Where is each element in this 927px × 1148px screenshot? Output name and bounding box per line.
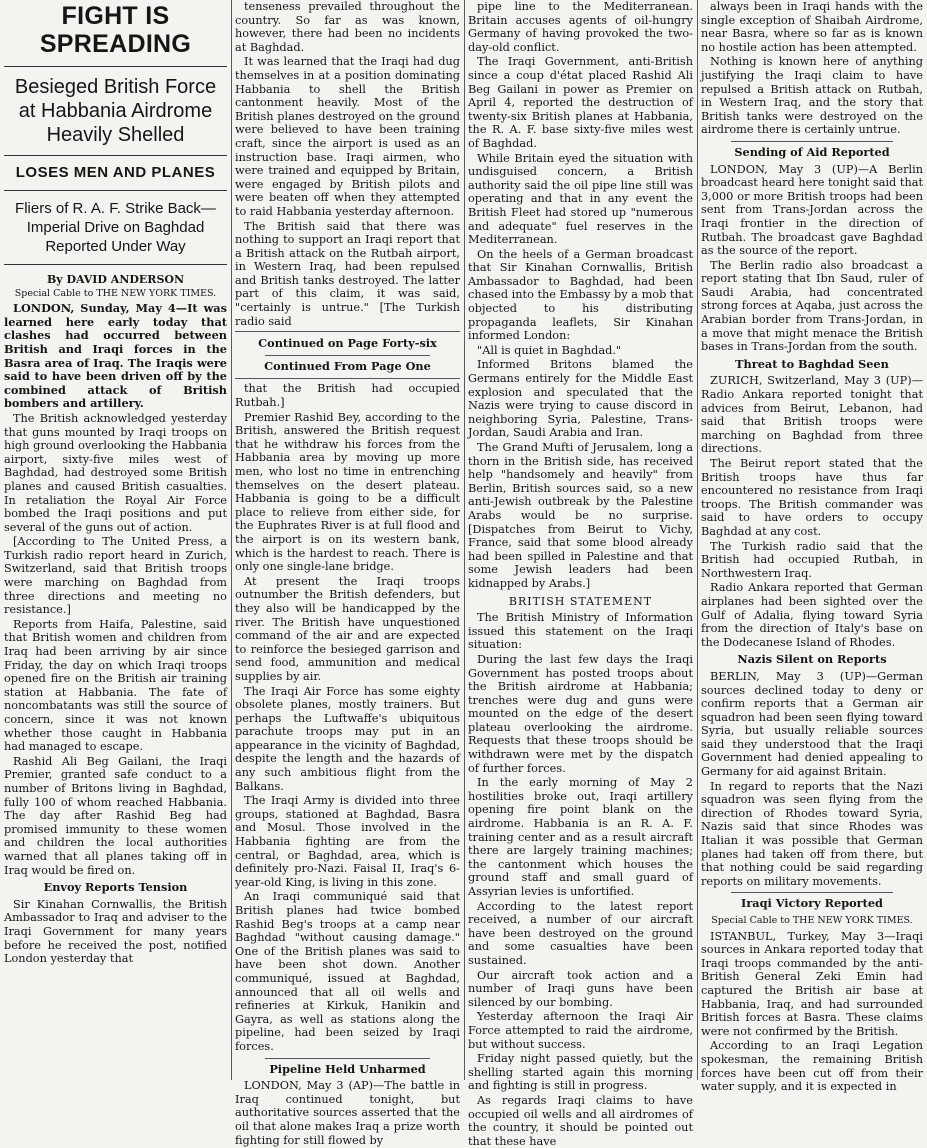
paragraph: In regard to reports that the Nazi squadron was seen flying from the direction of Rhodes toward Syria, Nazis said that since Rhodes was Italian it was possible that German planes had taken off from there, but that nothing could be said regarding reports on military movements. [701,779,923,888]
paragraph: Sir Kinahan Cornwallis, the British Ambassador to Iraq and adviser to the Iraqi Government for many years before he received the post, notified London yesterday that [4,897,227,966]
continued-on-line: Continued on Page Forty-six [258,336,437,351]
paragraph: The Grand Mufti of Jerusalem, long a thorn in the British side, has received help "handsomely and heavily" from Berlin, British sources said, so a new anti-Jewish outbreak by the Palestine Arabs would be no surprise. [Dispatches from Beirut to Vichy, France, said that some blood already had been spilled in Palestine and that some Jewish leaders had been kidnapped by Arabs.] [468,441,693,590]
paragraph: While Britain eyed the situation with undisguised concern, a British authority said the oil pipe line still was operating and that in any event the British Fleet had stored up "numerous and adequate" fuel reserves in the Mediterranean. [468,151,693,247]
continued-from-line: Continued From Page One [264,358,431,373]
paragraph: LONDON, May 3 (AP)—The battle in Iraq continued tonight, but authoritative sources asserted that the oil that alone makes Iraq a prize worth fighting for still flowed by [235,1079,460,1147]
paragraph: that the British had occupied Rutbah.] [235,382,460,410]
deck-headline-1: Besieged British Force at Habbania Airdrome Heavily Shelled [4,66,227,155]
subheading: Envoy Reports Tension [43,880,188,895]
paragraph: The Iraqi Government, anti-British since a coup d'état placed Rashid Ali Beg Gailani in power as Premier on April 4, reported the destruction of twenty-six British planes at Habbania, the R. A. F. base sixty-five miles west of Baghdad. [468,55,693,150]
paragraph: ISTANBUL, Turkey, May 3—Iraqi sources in Ankara reported today that Iraqi troops commanded by the anti-British General Zeki Emin had captured the British air base at Habbania, Iraq, and had surrounded British forces at Basra. These claims were not confirmed by the British. [701,929,923,1038]
byline-credit: Special Cable to THE NEW YORK TIMES. [14,287,217,299]
column-3 [464,0,697,1148]
divider [731,141,893,142]
divider [265,1058,430,1059]
deck-headline-2: LOSES MEN AND PLANES [4,155,227,190]
paragraph: BERLIN, May 3 (UP)—German sources declined today to deny or confirm reports that a German air squadron had been seen flying toward Syria, but usually reliable sources said they understood that the Iraqi Government had denied appealing to Germany for aid against Britain. [701,669,923,779]
subheading: BRITISH STATEMENT [508,594,653,608]
main-headline: FIGHT IS SPREADING [39,2,192,58]
divider [265,355,430,356]
paragraph: During the last few days the Iraqi Government has posted troops about the British airdrome at Habbania; trenches were dug and guns were mounted on the edge of the desert plateau overlooking the airdrome. Requests that these troops should be withdrawn were met by the dispatch of further forces. [468,652,693,775]
paragraph: The British said that there was nothing to support an Iraqi report that a British attack on the Rutbah airport, in Western Iraq, had been repulsed and British tanks destroyed. The latter part of this claim, it was said, "certainly is untrue." [The Turkish radio said [235,219,460,328]
paragraph: The British Ministry of Information issued this statement on the Iraqi situation: [468,611,693,652]
subheading: Threat to Baghdad Seen [735,356,889,371]
paragraph: The Turkish radio said that the British had occupied Rutbah, in Northwestern Iraq. [701,539,923,580]
subheading: Sending of Aid Reported [734,144,890,159]
subheading: Pipeline Held Unharmed [269,1061,426,1076]
paragraph: According to an Iraqi Legation spokesman, the remaining British forces have been cut off from their water supply, and it is expected in [701,1039,923,1094]
paragraph: The Beirut report stated that the British troops have thus far encountered no resistance from Iraqi troops. The British commander was said to have orders to occupy Baghdad at any cost. [701,457,923,538]
paragraph: [According to The United Press, a Turkish radio report heard in Zurich, Switzerland, said that British troops were marching on Baghdad from three directions and meeting no resistance.] [4,535,227,617]
subheading: Nazis Silent on Reports [737,652,887,667]
paragraph: Yesterday afternoon the Iraqi Air Force attempted to raid the airdrome, but without success. [468,1010,693,1051]
paragraph: The Iraqi Air Force has some eighty obsolete planes, mostly trainers. But perhaps the Luftwaffe's ubiquitous parachute troops may put in an appearance in the vicinity of Baghdad, despite the length and the hazards of any such ambitious flight from the Balkans. [235,684,460,793]
paragraph: At present the Iraqi troops outnumber the British defenders, but they also will be handicapped by the river. The British have unquestioned command of the air and are expected to reinforce the besieged garrison and send food, ammunition and medical supplies by air. [235,574,460,683]
paragraph: Nothing is known here of anything justifying the Iraqi claim to have repulsed a British attack on Rutbah, in Western Iraq, and the story that British tanks were destroyed on the airdrome there is certainly untrue. [701,55,923,137]
paragraph: An Iraqi communiqué said that British planes had twice bombed Rashid Beg's troops at a camp near Baghdad "without causing damage." One of the British planes was said to have been shot down. Another communiqué, issued at Baghdad, announced that all oil wells and refineries at Kirkuk, Hanikin and Gayra, as well as stations along the pipeline, had been seized by Iraqi forces. [235,890,460,1053]
paragraph: LONDON, May 3 (UP)—A Berlin broadcast heard here tonight said that 3,000 or more British troops had been sent from Trans-Jordan across the Iraqi frontier in the direction of Rutbah. The broadcast gave Baghdad as the source of the report. [701,162,923,258]
paragraph: always been in Iraqi hands with the single exception of Shaibah Airdrome, near Basra, where so far as is known no hostile action has been attempted. [701,0,923,54]
paragraph: Our aircraft took action and a number of Iraqi guns have been silenced by our bombing. [468,968,693,1009]
paragraph: Friday night passed quietly, but the shelling started again this morning and fighting is still in progress. [468,1052,693,1093]
paragraph: Premier Rashid Bey, according to the British, answered the British request that he withdraw his forces from the Habbania area by moving up more men, who lost no time in entrenching themselves on the desert plateau. Habbania is going to be a difficult place to relieve from either side, for the Euphrates River is at full flood and the airport is on its western bank, which is the hardest to reach. There is only one single-lane bridge. [235,410,460,574]
paragraph: The Iraqi Army is divided into three groups, stationed at Baghdad, Basra and Mosul. Those involved in the Habbania fighting are from the central, or Baghdad, area, which is definitely pro-Nazi. Faisal II, Iraq's 6-year-old King, is living in this zone. [235,794,460,889]
divider [731,892,893,893]
paragraph: Reports from Haifa, Palestine, said that British women and children from Iraq had been arriving by air since Friday, the day on which Iraqi troops opened fire on the British air training station at Habbania. The fate of noncombatants was still the source of concern, since it was not known whether those caught in Habbania had managed to escape. [4,617,227,754]
paragraph: pipe line to the Mediterranean. Britain accuses agents of oil-hungry Germany of having provoked the two-day-old conflict. [468,0,693,54]
paragraph: According to the latest report received, a number of our aircraft have been destroyed on the ground and some casualties have been sustained. [468,899,693,967]
paragraph: Informed Britons blamed the Germans entirely for the Middle East explosion and speculated that the Nazis were trying to cause discord in neighboring Syria, Palestine, Trans-Jordan, Saudi Arabia and Iran. [468,358,693,440]
paragraph: The Berlin radio also broadcast a report stating that Ibn Saud, ruler of Saudi Arabia, had concentrated strong forces at Aqaba, just across the Arabian border from Trans-Jordan, in a move that might menace the British bases in Trans-Jordan from the south. [701,258,923,354]
deck-headline-3: Fliers of R. A. F. Strike Back— Imperial Drive on Baghdad Reported Under Way [4,190,227,264]
dispatch-credit: Special Cable to THE NEW YORK TIMES. [711,915,913,926]
column-4 [697,0,927,1094]
paragraph: On the heels of a German broadcast that Sir Kinahan Cornwallis, British Ambassador to Baghdad, had been chased into the Embassy by a mob that objected to his distributing propaganda leaflets, Sir Kinahan informed London: [468,247,694,343]
jump-box [235,331,460,379]
subheading: Iraqi Victory Reported [741,896,883,911]
paragraph: Radio Ankara reported that German airplanes had been sighted over the Gulf of Adalia, flying toward Syria from the direction of Italy's base on the Dodecanese Island of Rhodes. [701,581,923,649]
column-2 [231,0,464,1147]
paragraph: Rashid Ali Beg Gailani, the Iraqi Premier, granted safe conduct to a number of Britons living in Baghdad, fully 100 of whom reached Habbania. The day after Rashid Beg had promised immunity to these women and children the local authorities warned that all planes taking off in Iraq would be fired on. [4,754,227,877]
paragraph: "All is quiet in Baghdad." [477,343,622,357]
byline: By DAVID ANDERSON [4,264,227,287]
paragraph: The British acknowledged yesterday that guns mounted by Iraqi troops on high ground overlooking the Habbania airport, sixty-five miles west of Baghdad, had destroyed some British planes and caused British casualties. In retaliation the Royal Air Force bombed the Iraqi positions and put several of the guns out of action. [4,411,227,534]
paragraph: LONDON, Sunday, May 4—It was learned here early today that clashes had occurred between British and Iraqi forces in the Basra area of Iraq. The Iraqis were said to have been driven off by the combined attack of British bombers and artillery. [4,301,227,411]
paragraph: In the early morning of May 2 hostilities broke out, Iraqi artillery opening fire point blank on the airdrome. Habbania is an R. A. F. training center and as a result aircraft there are largely training machines; the cantonment which houses the ground staff and small guard of Assyrian levies is unfortified. [468,776,693,898]
paragraph: It was learned that the Iraqi had dug themselves in at a position dominating Habbania to shell the British cantonment heavily. Most of the British planes destroyed on the ground were believed to have been training craft, since the airport is used as an instruction base. Iraqi airmen, who were trained and equipped by Britain, were engaged by British pilots and were beaten off when they attempted to raid Habbania yesterday afternoon. [235,55,460,218]
paragraph: tenseness prevailed throughout the country. So far as was known, however, there had been no incidents at Baghdad. [235,0,460,54]
column-1 [0,0,231,1080]
paragraph: ZURICH, Switzerland, May 3 (UP)—Radio Ankara reported tonight that advices from Beirut, Lebanon, had said that British troops were marching on Baghdad from three directions. [701,374,923,456]
paragraph: As regards Iraqi claims to have occupied oil wells and all airdromes of the country, it should be pointed out that these have [468,1093,693,1148]
